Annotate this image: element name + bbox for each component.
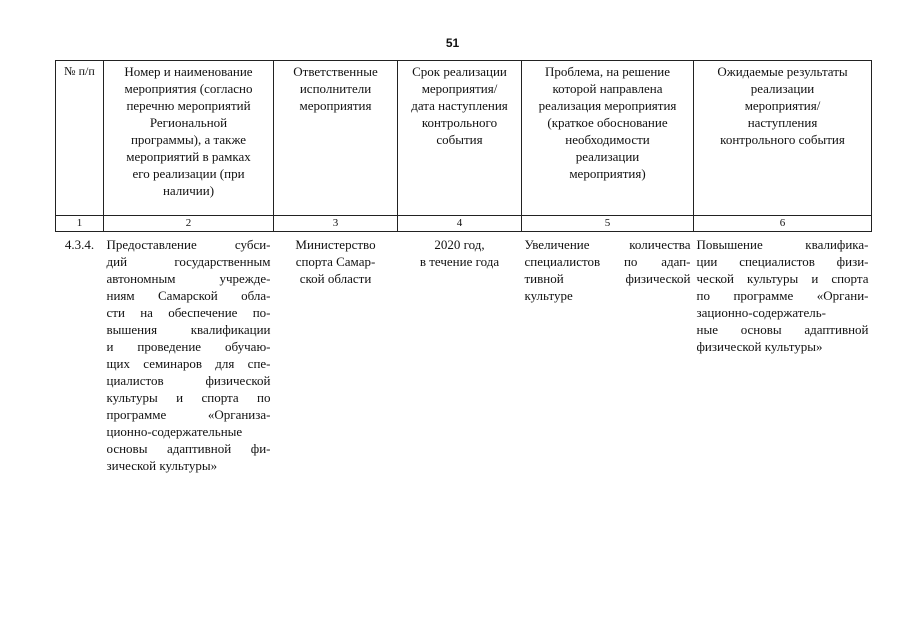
header-line: мероприятия) (569, 166, 646, 181)
header-problem (522, 61, 694, 216)
cell-line: циалистов физической (106, 373, 271, 388)
cell-line: вышения квалификации (106, 322, 271, 337)
page-number: 51 (445, 36, 460, 50)
column-number-2: 2 (104, 216, 274, 232)
header-line: программы), а также (130, 132, 247, 147)
header-line: мероприятия/ (421, 81, 498, 96)
cell-line: тивной физической (524, 271, 691, 286)
header-row (56, 61, 872, 216)
cell-line: ческой культуры и спорта (696, 271, 869, 286)
header-executors (274, 61, 398, 216)
header-line: события (436, 132, 483, 147)
table-row (56, 232, 872, 475)
cell-line: ные основы адаптивной (696, 322, 869, 337)
cell-line: Предоставление субси- (106, 237, 271, 252)
header-line: которой направлена (552, 81, 663, 96)
header-line: мероприятия (согласно (124, 81, 253, 96)
cell-line: Министерство (295, 237, 376, 252)
row-measure-name (104, 232, 274, 475)
header-line: Ожидаемые результаты (717, 64, 848, 79)
cell-line: 2020 год, (434, 237, 485, 252)
header-line: необходимости (565, 132, 650, 147)
header-line: дата наступления (411, 98, 508, 113)
column-number-5: 5 (522, 216, 694, 232)
cell-line: зической культуры» (106, 458, 218, 473)
cell-line: сти на обеспечение по- (106, 305, 271, 320)
header-line: мероприятия (299, 98, 372, 113)
row-results (694, 232, 872, 475)
header-term (398, 61, 522, 216)
header-line: № п/п (64, 64, 95, 78)
cell-line: щих семинаров для спе- (106, 356, 271, 371)
header-line: мероприятия/ (744, 98, 821, 113)
cell-line: зационно-содержатель- (696, 305, 826, 320)
row-problem (522, 232, 694, 475)
header-line: Проблема, на решение (544, 64, 671, 79)
cell-line: ции специалистов физи- (696, 254, 869, 269)
column-number-row (56, 216, 872, 232)
cell-line: Повышение квалифика- (696, 237, 869, 252)
cell-line: физической культуры» (696, 339, 823, 354)
header-line: Ответственные (293, 64, 378, 79)
header-line: (краткое обоснование (547, 115, 668, 130)
cell-line: ционно-содержательные (106, 424, 243, 439)
cell-line: ской области (299, 271, 372, 286)
header-line: контрольного (421, 115, 498, 130)
header-results (694, 61, 872, 216)
cell-line: культуре (524, 288, 573, 303)
row-executor (274, 232, 398, 475)
cell-line: основы адаптивной фи- (106, 441, 271, 456)
cell-line: дий государственным (106, 254, 271, 269)
column-number-4: 4 (398, 216, 522, 232)
cell-line: и проведение обучаю- (106, 339, 271, 354)
header-line: перечню мероприятий (126, 98, 251, 113)
header-line: Региональной (149, 115, 228, 130)
cell-line: автономным учрежде- (106, 271, 271, 286)
cell-line: в течение года (419, 254, 500, 269)
header-line: реализация мероприятия (538, 98, 677, 113)
row-number: 4.3.4. (64, 237, 95, 252)
cell-line: спорта Самар- (295, 254, 376, 269)
cell-line: по программе «Органи- (696, 288, 869, 303)
measures-table (55, 60, 872, 474)
cell-line: ниям Самарской обла- (106, 288, 271, 303)
header-line: Номер и наименование (124, 64, 253, 79)
header-line: наступления (747, 115, 818, 130)
column-number-3: 3 (274, 216, 398, 232)
cell-line: программе «Организа- (106, 407, 271, 422)
header-line: наличии) (162, 183, 215, 198)
row-term (398, 232, 522, 475)
cell-line: специалистов по адап- (524, 254, 691, 269)
column-number-1: 1 (56, 216, 104, 232)
header-line: Срок реализации (412, 64, 507, 79)
header-line: контрольного события (720, 132, 845, 147)
cell-line: Увеличение количества (524, 237, 691, 252)
header-line: исполнители (299, 81, 372, 96)
header-line: мероприятий в рамках (126, 149, 251, 164)
column-number-6: 6 (694, 216, 872, 232)
header-line: реализации (750, 81, 815, 96)
header-line: его реализации (при (132, 166, 245, 181)
header-line: реализации (575, 149, 640, 164)
cell-line: культуры и спорта по (106, 390, 271, 405)
header-number (56, 61, 104, 216)
header-measure-name (104, 61, 274, 216)
